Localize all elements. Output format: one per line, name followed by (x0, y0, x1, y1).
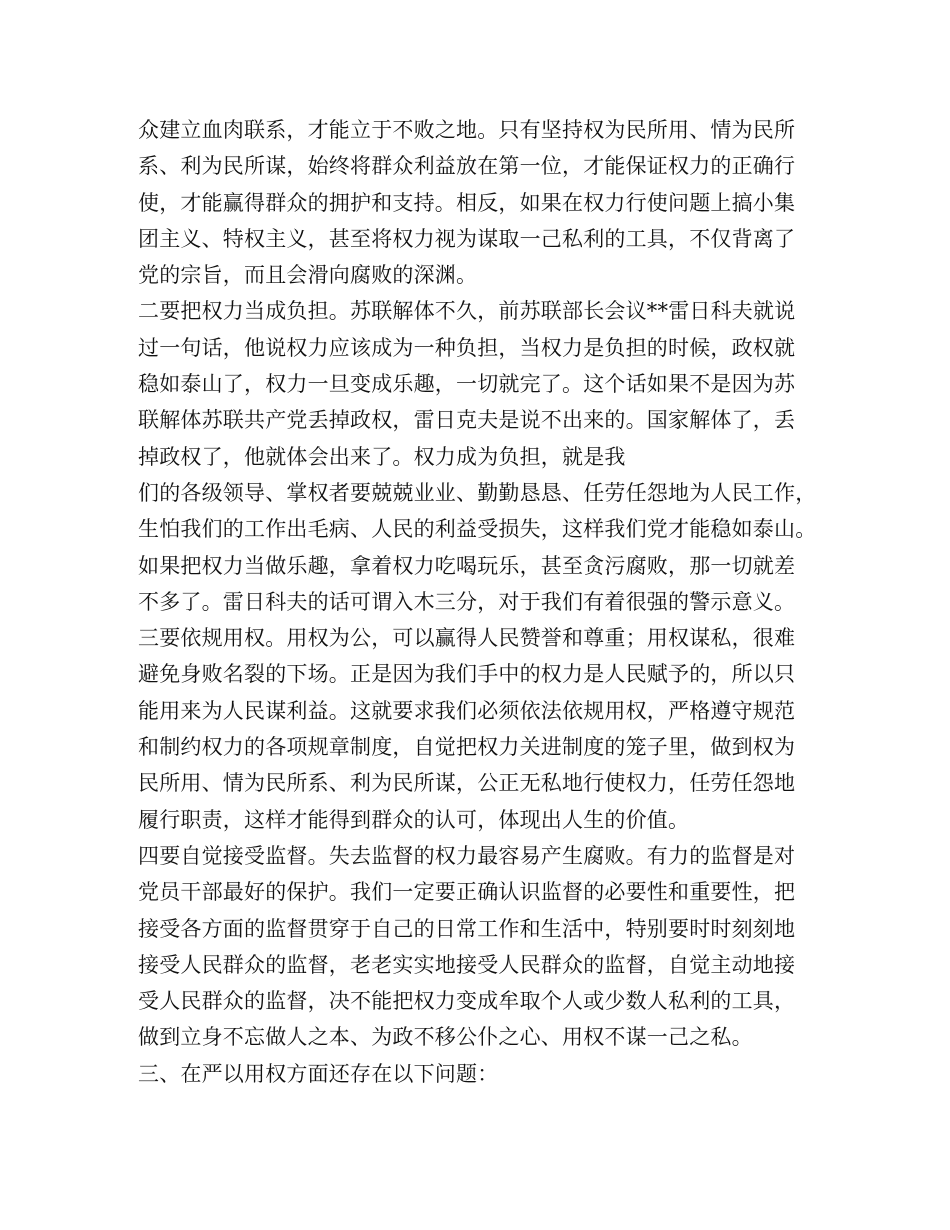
text-line: 避免身败名裂的下场。正是因为我们手中的权力是人民赋予的，所以只 (138, 662, 796, 687)
text-line: 和制约权力的各项规章制度，自觉把权力关进制度的笼子里，做到权为 (138, 735, 796, 760)
text-line: 受人民群众的监督，决不能把权力变成牟取个人或少数人私利的工具， (138, 989, 796, 1014)
text-line: 党的宗旨，而且会滑向腐败的深渊。 (138, 263, 478, 288)
text-line: 联解体苏联共产党丢掉政权，雷日克夫是说不出来的。国家解体了，丢 (138, 408, 796, 433)
text-line: 三要依规用权。用权为公，可以赢得人民赞誉和尊重；用权谋私，很难 (138, 626, 796, 651)
text-line: 党员干部最好的保护。我们一定要正确认识监督的必要性和重要性，把 (138, 880, 796, 905)
text-line: 二要把权力当成负担。苏联解体不久，前苏联部长会议**雷日科夫就说 (138, 299, 796, 324)
text-line: 履行职责，这样才能得到群众的认可，体现出人生的价值。 (138, 807, 690, 832)
text-line: 团主义、特权主义，甚至将权力视为谋取一己私利的工具，不仅背离了 (138, 226, 796, 251)
text-line: 做到立身不忘做人之本、为政不移公仆之心、用权不谋一己之私。 (138, 1025, 753, 1050)
text-line: 民所用、情为民所系、利为民所谋，公正无私地行使权力，任劳任怨地 (138, 771, 796, 796)
text-line: 掉政权了，他就体会出来了。权力成为负担，就是我 (138, 444, 626, 469)
text-line: 三、在严以用权方面还存在以下问题： (138, 1061, 499, 1086)
text-line: 稳如泰山了，权力一旦变成乐趣，一切就完了。这个话如果不是因为苏 (138, 372, 796, 397)
text-line: 如果把权力当做乐趣，拿着权力吃喝玩乐，甚至贪污腐败，那一切就差 (138, 553, 796, 578)
text-line: 众建立血肉联系，才能立于不败之地。只有坚持权为民所用、情为民所 (138, 118, 796, 142)
text-line: 们的各级领导、掌权者要兢兢业业、勤勤恳恳、任劳任怨地为人民工作， (138, 480, 817, 505)
text-line: 四要自觉接受监督。失去监督的权力最容易产生腐败。有力的监督是对 (138, 843, 796, 868)
document-body (138, 112, 828, 1092)
text-line: 不多了。雷日科夫的话可谓入木三分，对于我们有着很强的警示意义。 (138, 589, 796, 614)
text-line: 使，才能赢得群众的拥护和支持。相反，如果在权力行使问题上搞小集 (138, 190, 796, 215)
text-line: 系、利为民所谋，始终将群众利益放在第一位，才能保证权力的正确行 (138, 154, 796, 179)
text-line: 过一句话，他说权力应该成为一种负担，当权力是负担的时候，政权就 (138, 335, 796, 360)
text-line: 接受人民群众的监督，老老实实地接受人民群众的监督，自觉主动地接 (138, 952, 796, 977)
text-line: 生怕我们的工作出毛病、人民的利益受损失，这样我们党才能稳如泰山。 (138, 517, 817, 542)
text-line: 能用来为人民谋利益。这就要求我们必须依法依规用权，严格遵守规范 (138, 698, 796, 723)
text-line: 接受各方面的监督贯穿于自己的日常工作和生活中，特别要时时刻刻地 (138, 916, 796, 941)
